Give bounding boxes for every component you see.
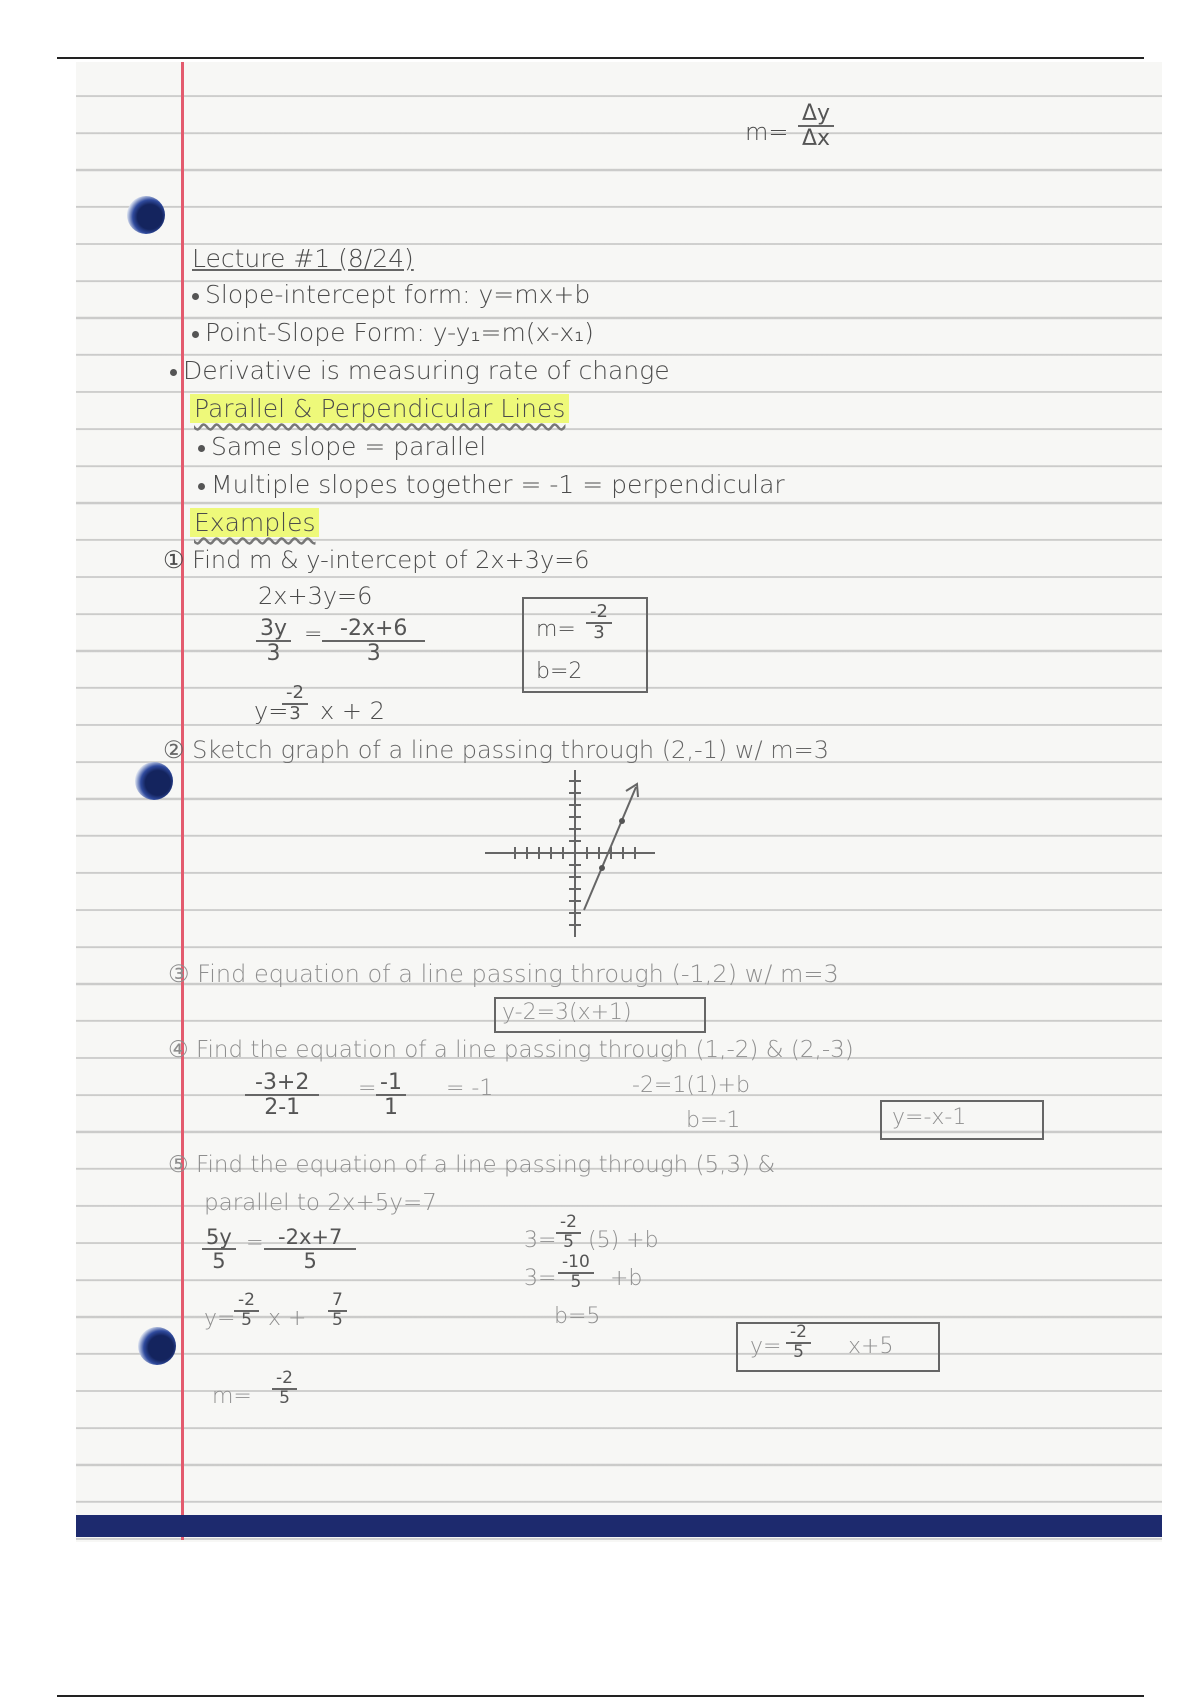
ex1-y-fraction [282, 684, 308, 724]
ex2-sketch-graph [480, 765, 660, 945]
binder-hole-icon [127, 196, 165, 234]
ex1-lhs-num: 3y [256, 617, 291, 642]
bullet-text: Derivative is measuring rate of change [183, 356, 670, 385]
ex3-prompt [168, 960, 839, 988]
graph-point [599, 865, 605, 871]
ex1-y-rest: x + 2 [320, 697, 385, 725]
bullet-point-slope [192, 318, 594, 347]
ex4-substitution: -2=1(1)+b [632, 1073, 750, 1098]
ex5-number: ⑤ [168, 1152, 189, 1178]
bullet-text: Multiple slopes together = -1 = perpendicular [211, 470, 785, 499]
ex5-y-c-den: 5 [332, 1309, 343, 1330]
ex1-box-m-lhs: m= [536, 617, 576, 642]
ex5-rhs-num: -2x+7 [264, 1226, 356, 1250]
section-parallel-perpendicular [190, 394, 569, 423]
bottom-rule [57, 1695, 1144, 1697]
ex4-result: = -1 [446, 1076, 494, 1101]
ex5-y-num: -2 [234, 1292, 259, 1312]
top-formula-fraction [798, 102, 834, 150]
ex5-ans-num: -2 [786, 1324, 811, 1344]
graph-line [584, 787, 636, 910]
binder-hole-icon [135, 762, 173, 800]
ex5-y-lhs: y= [204, 1306, 236, 1331]
ex5-s2-num: -10 [558, 1254, 594, 1274]
ex5-ans-den: 5 [793, 1341, 804, 1362]
ex1-answer-box [522, 597, 648, 693]
ex5-ans-fraction [786, 1324, 811, 1362]
section-title-text: Parallel & Perpendicular Lines [190, 394, 569, 423]
ex4-eq1: = [358, 1076, 377, 1101]
ex1-y-lhs: y= [254, 697, 289, 725]
bullet-dot [170, 369, 177, 376]
ex5-ans-rest: x+5 [848, 1334, 894, 1359]
ex1-box-m-num: -2 [586, 603, 612, 624]
ex4-prompt-text: Find the equation of a line passing through (1,-2) & (2,-3) [195, 1037, 854, 1063]
ex3-number: ③ [168, 960, 190, 988]
binder-hole-icon [138, 1327, 176, 1365]
ex5-step1-lhs: 3= [524, 1228, 557, 1253]
ex5-rhs-fraction [264, 1226, 356, 1272]
ex5-prompt-line1 [168, 1152, 775, 1178]
ex5-step2-fraction [558, 1254, 594, 1292]
margin-line [181, 62, 184, 1540]
ex5-m-num: -2 [272, 1370, 297, 1390]
ex4-mid-fraction [376, 1071, 406, 1119]
ex5-ans-lhs: y= [750, 1334, 782, 1359]
ex5-rhs-den: 5 [303, 1249, 317, 1274]
ex5-lhs-den: 5 [212, 1249, 226, 1274]
ex1-y-den: 3 [289, 702, 301, 724]
ex5-step3: b=5 [554, 1304, 601, 1329]
ex5-lhs-num: 5y [202, 1226, 236, 1250]
ex1-number: ① [163, 546, 185, 574]
ex5-step2-rest: +b [610, 1266, 643, 1291]
ex1-equals: = [304, 622, 323, 647]
top-formula-num: Δy [798, 102, 834, 127]
ex4-mid-den: 1 [383, 1095, 398, 1121]
ex5-m-fraction [272, 1370, 297, 1408]
ex5-m-lhs: m= [212, 1384, 252, 1409]
ex5-y-mid: x + [268, 1306, 307, 1331]
ex4-b-value: b=-1 [686, 1108, 741, 1133]
ex4-number: ④ [168, 1037, 189, 1063]
bullet-dot [198, 445, 205, 452]
ex5-s2-den: 5 [570, 1271, 582, 1292]
graph-point [619, 818, 625, 824]
section-title-text: Examples [190, 508, 319, 537]
ex1-rhs-num: -2x+6 [322, 617, 425, 642]
top-rule [57, 57, 1144, 59]
ex4-answer: y=-x-1 [892, 1105, 967, 1130]
ex5-s1-den: 5 [563, 1231, 574, 1252]
page-bottom-band [76, 1515, 1162, 1537]
bullet-text: Point-Slope Form: y-y₁=m(x-x₁) [205, 318, 594, 347]
ex3-prompt-text: Find equation of a line passing through (-1,2) w/ m=3 [197, 960, 839, 988]
bullet-dot [192, 331, 199, 338]
ex5-y-c-num: 7 [328, 1292, 347, 1312]
ex1-box-b: b=2 [536, 659, 583, 684]
ex1-prompt-text: Find m & y-intercept of 2x+3y=6 [192, 546, 590, 574]
ex5-m-den: 5 [279, 1387, 290, 1408]
ex5-step1-rest: (5) +b [588, 1228, 659, 1253]
ex4-answer-box [880, 1100, 1044, 1140]
ex1-box-m-fraction [586, 603, 612, 643]
ex1-rhs-fraction [322, 617, 425, 665]
ex2-prompt [163, 736, 829, 764]
ex1-lhs-fraction [256, 617, 291, 665]
ex1-lhs-den: 3 [266, 641, 281, 667]
section-examples [190, 508, 319, 537]
ex5-step1-fraction [556, 1214, 581, 1252]
bullet-text: Same slope = parallel [211, 432, 487, 461]
ex4-slope-num: -3+2 [245, 1071, 319, 1096]
ex5-prompt-text: Find the equation of a line passing through (5,3) & [195, 1152, 776, 1178]
ex1-y-num: -2 [282, 684, 308, 705]
bullet-slope-intercept [192, 280, 590, 309]
ex4-prompt [168, 1037, 854, 1063]
ex5-lhs-fraction [202, 1226, 236, 1272]
top-formula-lhs: m= [745, 118, 789, 146]
ex5-equals: = [246, 1230, 264, 1254]
ex3-answer: y-2=3(x+1) [502, 1000, 632, 1025]
ex1-box-m-den: 3 [593, 621, 605, 643]
bullet-perpendicular [198, 470, 785, 499]
bullet-dot [198, 483, 205, 490]
ex5-y-den: 5 [241, 1309, 252, 1330]
ex3-answer-box [494, 997, 706, 1033]
bullet-derivative [170, 356, 670, 385]
ex5-step2-lhs: 3= [524, 1266, 557, 1291]
ex5-prompt-line2: parallel to 2x+5y=7 [204, 1190, 437, 1216]
top-formula-den: Δx [802, 126, 831, 152]
ex2-prompt-text: Sketch graph of a line passing through (2,-1) w/ m=3 [192, 736, 829, 764]
ex1-line1: 2x+3y=6 [258, 582, 373, 610]
ex5-answer-box [736, 1322, 940, 1372]
ex4-slope-fraction [245, 1071, 319, 1119]
ex5-y-fraction [234, 1292, 259, 1330]
bullet-text: Slope-intercept form: y=mx+b [205, 280, 591, 309]
ex4-slope-den: 2-1 [264, 1095, 301, 1121]
ex1-rhs-den: 3 [366, 641, 381, 667]
ex2-number: ② [163, 736, 185, 764]
bullet-dot [192, 293, 199, 300]
lecture-heading: Lecture #1 (8/24) [192, 244, 414, 273]
ex5-y-const-fraction [328, 1292, 347, 1330]
bullet-parallel [198, 432, 486, 461]
ex1-prompt [163, 546, 590, 574]
ex5-s1-num: -2 [556, 1214, 581, 1234]
ex4-mid-num: -1 [376, 1071, 406, 1096]
